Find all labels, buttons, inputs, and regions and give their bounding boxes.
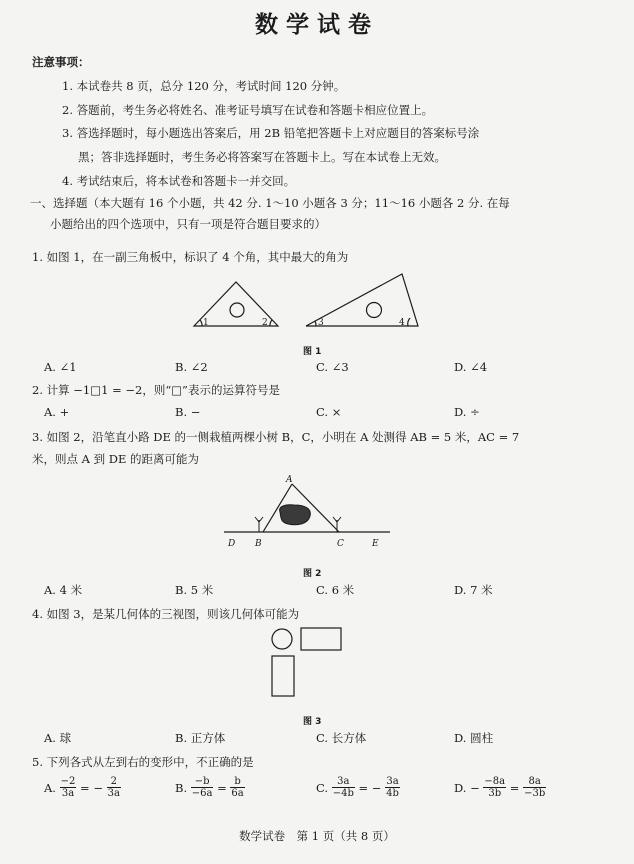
q2-option-c: C. × [316,405,342,419]
q3-option-d: D. 7 米 [454,583,493,597]
q4-option-b: B. 正方体 [175,731,226,745]
notice-item-2: 2. 答题前，考生务必将姓名、准考证号填写在试卷和答题卡相应位置上。 [62,103,434,117]
q2-option-a: A. + [44,405,70,419]
angle-label-4: 4 [399,318,405,328]
notice-item-3: 3. 答选择题时，每小题选出答案后，用 2B 铅笔把答题卡上对应题目的答案标号涂 [62,126,480,140]
front-view-circle [272,629,292,649]
angle-label-3: 3 [318,318,324,328]
q5-option-a: A. $\frac{-2}{3a}$ = − $\frac{2}{3a}$ [44,776,120,799]
q3-option-a: A. 4 米 [44,583,83,597]
question-1-stem: 1. 如图 1，在一副三角板中，标识了 4 个角，其中最大的角为 [32,250,349,264]
side-view-rect [301,628,341,650]
q1-option-b: B. ∠2 [175,360,208,374]
point-label-c: C [337,539,344,549]
point-label-a: A [286,475,293,485]
section-heading: 一、选择题（本大题有 16 个小题，共 42 分. 1～10 小题各 3 分；11～16 小题各 2 分. 在每 [30,196,510,210]
notice-item-1: 1. 本试卷共 8 页，总分 120 分，考试时间 120 分钟。 [62,79,346,93]
q4-option-a: A. 球 [44,731,72,745]
tree-b-icon [255,517,263,532]
notice-item-4: 4. 考试结束后，将本试卷和答题卡一并交回。 [62,174,296,188]
angle-label-2: 2 [262,318,268,328]
point-label-b: B [255,539,262,549]
q2-option-d: D. ÷ [454,405,480,419]
figure-3-caption: 图 3 [303,717,322,727]
q1-option-a: A. ∠1 [44,360,77,374]
q2-option-b: B. − [175,405,201,419]
notice-item-3-cont: 黑；答非选择题时，考生务必将答案写在答题卡上。写在本试卷上无效。 [78,150,446,164]
q4-option-d: D. 圆柱 [454,731,494,745]
angle-label-1: 1 [203,318,209,328]
q5-option-b: B. $\frac{-b}{-6a}$ = $\frac{b}{6a}$ [175,776,244,799]
tree-c-icon [333,517,341,532]
question-3-stem-cont: 米，则点 A 到 DE 的距离可能为 [32,452,200,466]
q4-option-c: C. 长方体 [316,731,367,745]
q5-option-d: D. − $\frac{-8a}{3b}$ = $\frac{8a}{-3b}$ [454,776,546,799]
point-label-e: E [372,539,379,549]
q3-option-b: B. 5 米 [175,583,214,597]
figure-2-caption: 图 2 [303,569,322,579]
top-view-rect [272,656,294,696]
q1-option-d: D. ∠4 [454,360,488,374]
point-label-d: D [228,539,236,549]
figure-1-caption: 图 1 [303,347,322,357]
pond-shape [280,505,311,525]
page-footer: 数学试卷 第 1 页（共 8 页） [239,829,395,843]
figure-1-triangles [188,268,428,332]
question-5-stem: 5. 下列各式从左到右的变形中，不正确的是 [32,755,254,769]
section-heading-cont: 小题给出的四个选项中，只有一项是符合题目要求的） [50,217,326,231]
question-2-stem: 2. 计算 −1□1 = −2，则“□”表示的运算符号是 [32,383,280,397]
notice-heading: 注意事项： [32,55,90,69]
q1-option-c: C. ∠3 [316,360,349,374]
q5-option-c: C. $\frac{3a}{-4b}$ = − $\frac{3a}{4b}$ [316,776,399,799]
page-title: 数学试卷 [255,12,379,38]
figure-2-road [222,474,394,552]
q3-option-c: C. 6 米 [316,583,355,597]
question-3-stem: 3. 如图 2，沿笔直小路 DE 的一侧栽植两棵小树 B，C，小明在 A 处测得 AB = 5 米，AC = 7 [32,430,520,444]
figure-3-three-views [266,624,346,700]
question-4-stem: 4. 如图 3，是某几何体的三视图，则该几何体可能为 [32,607,300,621]
